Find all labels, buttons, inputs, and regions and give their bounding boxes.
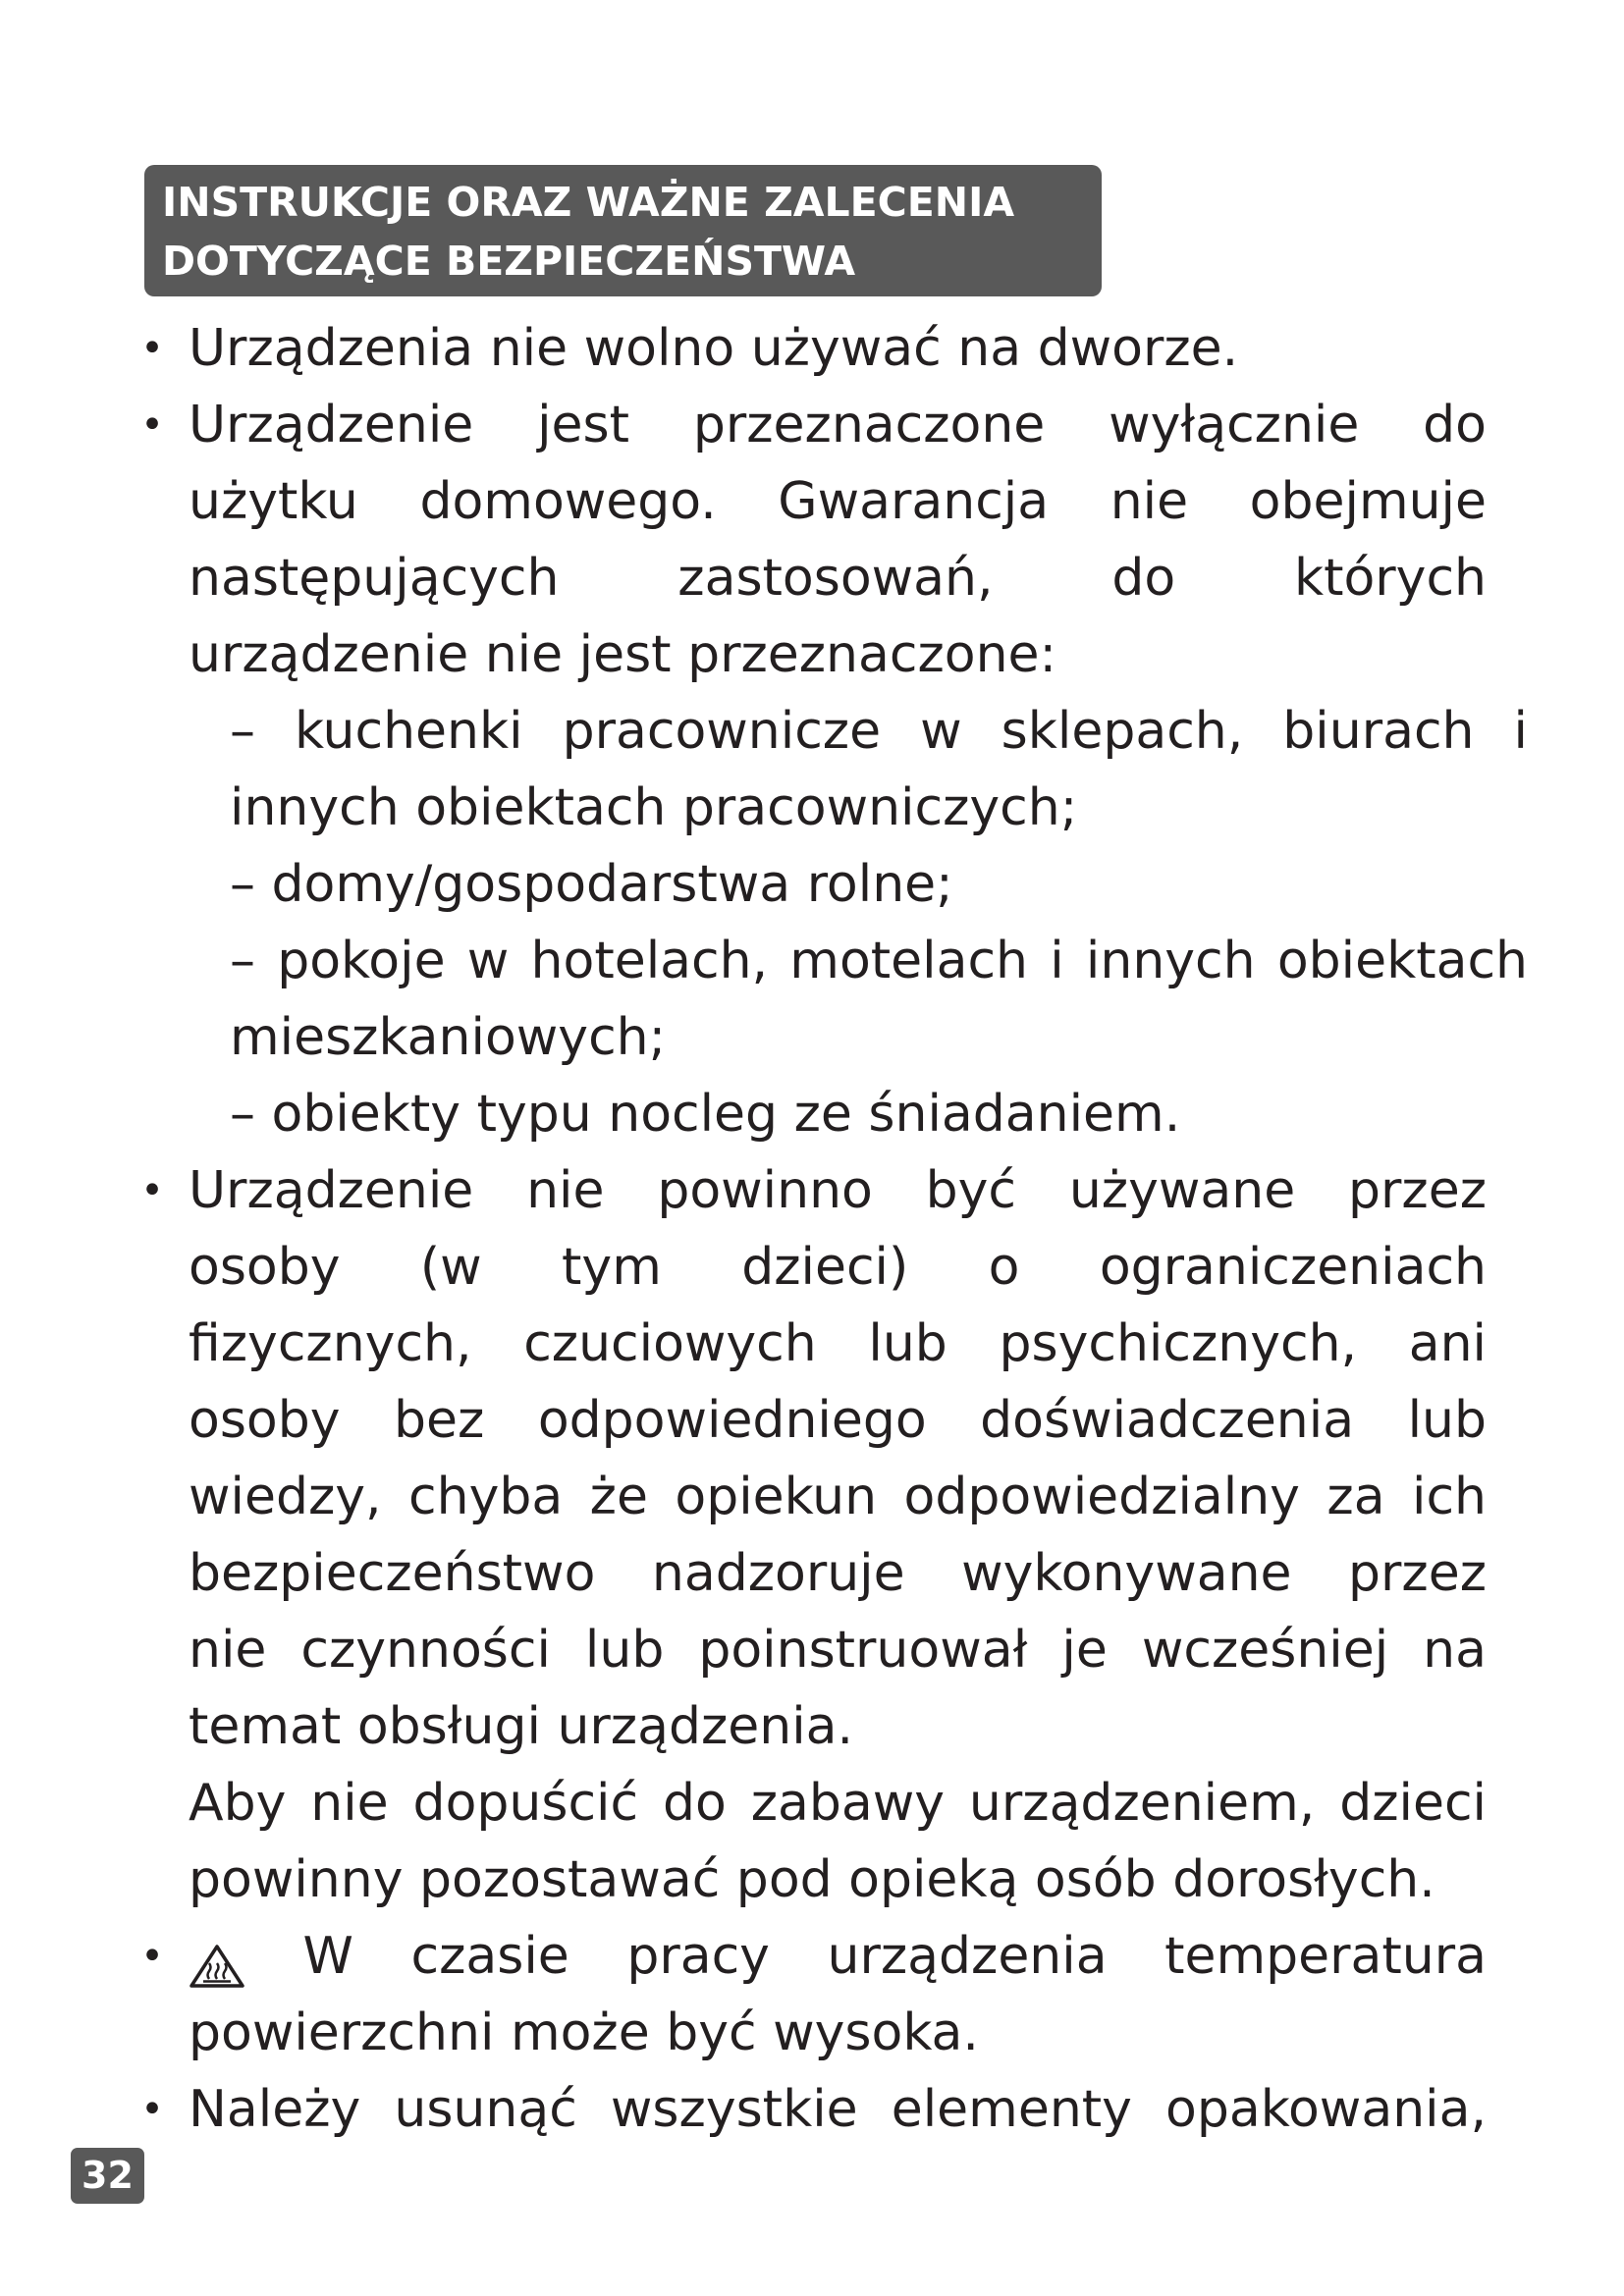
bullet: • [140,402,164,448]
warning-word: pracy [626,1927,770,1986]
list-item [137,1152,1492,1918]
list-item [137,387,1528,1152]
section-header-line-1: INSTRUKCJE ORAZ WAŻNE ZALECENIA [162,179,1015,226]
item-text-line: bezpieczeństwo nadzoruje wykonywane przez [189,1544,1487,1603]
warning-word: urządzenia [827,1927,1108,1986]
page-number: 32 [71,2148,144,2204]
warning-text-line [189,1918,1487,1995]
list-item [137,2071,1492,2148]
warning-word: W [302,1927,353,1986]
item-text-line: urządzenie nie jest przeznaczone: [189,625,1057,684]
list-item [137,310,1492,387]
item-text-line: wiedzy, chyba że opiekun odpowiedzialny za ich [189,1468,1487,1526]
bullet: • [140,326,164,371]
bullet: • [140,1168,164,1213]
bullet: • [140,1934,164,1979]
sub-item-text-line: innych obiektach pracowniczych; [230,778,1078,837]
safety-instructions-list [137,310,1528,2148]
item-text-line: powinny pozostawać pod opieką osób dorosłych. [189,1850,1435,1909]
item-text-line: osoby (w tym dzieci) o ograniczeniach [189,1238,1487,1297]
item-text-line: następujących zastosowań, do których [189,549,1487,608]
sub-item-text-line: mieszkaniowych; [230,1008,667,1067]
list-item [137,1918,1492,2071]
item-text-line: osoby bez odpowiedniego doświadczenia lub [189,1391,1487,1450]
item-text-line: fizycznych, czuciowych lub psychicznych, ani [189,1314,1487,1373]
item-text-line: Urządzenie nie powinno być używane przez [189,1161,1487,1220]
section-header-line-2: DOTYCZĄCE BEZPIECZEŃSTWA [162,238,856,285]
warning-word: czasie [410,1927,569,1986]
item-text-line: nie czynności lub poinstruował je wcześniej na [189,1621,1487,1680]
sub-item-text-line: – kuchenki pracownicze w sklepach, biurach i [230,702,1528,761]
sub-item-text-line: – domy/gospodarstwa rolne; [230,855,953,914]
item-text-line: Aby nie dopuścić do zabawy urządzeniem, dzieci [189,1774,1487,1833]
item-text-line: temat obsługi urządzenia. [189,1697,854,1756]
warning-word: temperatura [1164,1927,1487,1986]
sub-item-text-line: – pokoje w hotelach, motelach i innych obiektach [230,932,1528,990]
hot-surface-warning-icon [189,1934,245,1979]
item-text-line: powierzchni może być wysoka. [189,2003,979,2062]
item-text-line: użytku domowego. Gwarancja nie obejmuje [189,472,1487,531]
bullet: • [140,2087,164,2132]
sub-list [230,693,1528,1152]
section-header [144,165,1102,296]
item-text-line: Urządzenie jest przeznaczone wyłącznie do [189,396,1487,454]
item-text-line: Urządzenia nie wolno używać na dworze. [189,319,1239,378]
sub-item-text-line: – obiekty typu nocleg ze śniadaniem. [230,1085,1181,1144]
item-text-line: Należy usunąć wszystkie elementy opakowania, [189,2080,1487,2139]
